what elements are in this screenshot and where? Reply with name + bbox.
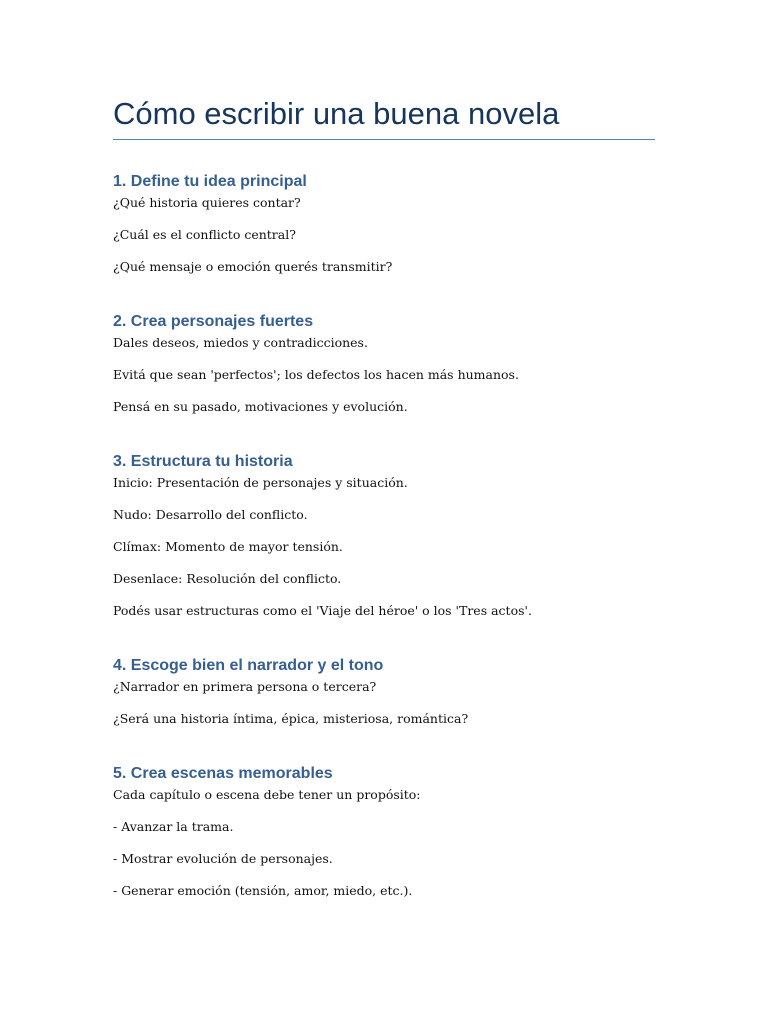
section-heading: 3. Estructura tu historia <box>113 453 293 470</box>
document-title: Cómo escribir una buena novela <box>113 96 560 131</box>
paragraph: Podés usar estructuras como el 'Viaje del héroe' o los 'Tres actos'. <box>113 603 532 618</box>
paragraph: ¿Narrador en primera persona o tercera? <box>113 679 377 694</box>
list-item: - Mostrar evolución de personajes. <box>113 851 333 866</box>
paragraph: ¿Qué mensaje o emoción querés transmitir? <box>113 259 393 274</box>
section-heading: 2. Crea personajes fuertes <box>113 313 314 330</box>
paragraph: ¿Cuál es el conflicto central? <box>113 227 296 242</box>
section-heading: 5. Crea escenas memorables <box>113 765 333 782</box>
section-heading: 4. Escoge bien el narrador y el tono <box>113 657 384 674</box>
paragraph: Desenlace: Resolución del conflicto. <box>113 571 342 586</box>
paragraph: Dales deseos, miedos y contradicciones. <box>113 335 368 350</box>
paragraph: Evitá que sean 'perfectos'; los defectos los hacen más humanos. <box>113 367 519 382</box>
section-estructura <box>113 451 655 633</box>
title-underline <box>113 139 655 140</box>
section-personajes <box>113 311 655 429</box>
section-narrador-tono <box>113 655 655 741</box>
paragraph: Inicio: Presentación de personajes y situación. <box>113 475 408 490</box>
list-item: - Generar emoción (tensión, amor, miedo, etc.). <box>113 883 413 898</box>
paragraph: ¿Qué historia quieres contar? <box>113 195 301 210</box>
section-escenas <box>113 763 655 913</box>
paragraph: Cada capítulo o escena debe tener un propósito: <box>113 787 421 802</box>
section-idea-principal <box>113 171 655 289</box>
paragraph: Nudo: Desarrollo del conflicto. <box>113 507 308 522</box>
paragraph: Pensá en su pasado, motivaciones y evolución. <box>113 399 408 414</box>
paragraph: Clímax: Momento de mayor tensión. <box>113 539 343 554</box>
list-item: - Avanzar la trama. <box>113 819 234 834</box>
paragraph: ¿Será una historia íntima, épica, misteriosa, romántica? <box>113 711 469 726</box>
section-heading: 1. Define tu idea principal <box>113 173 307 190</box>
